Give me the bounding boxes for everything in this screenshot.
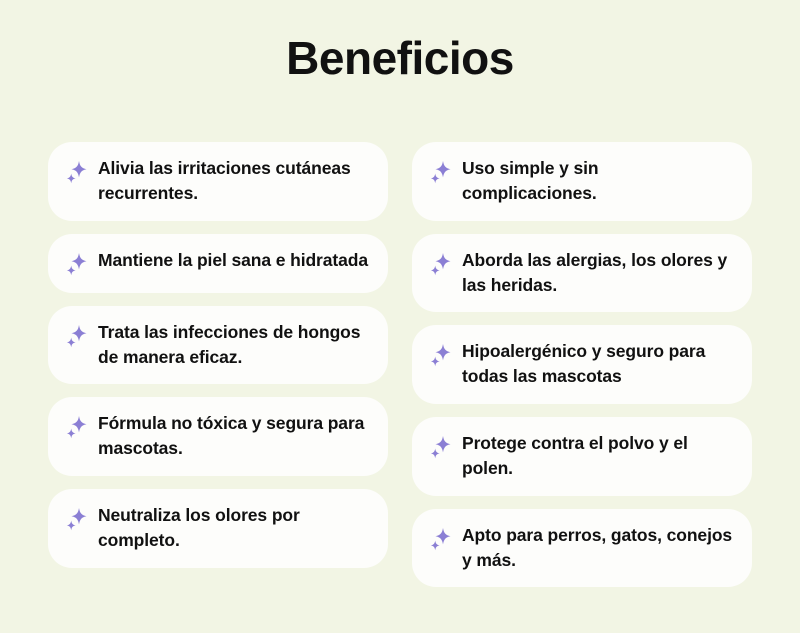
sparkle-icon <box>430 343 452 369</box>
benefit-text: Protege contra el polvo y el polen. <box>462 433 688 478</box>
benefit-item <box>48 234 388 293</box>
benefit-text: Trata las infecciones de hongos de manera eficaz. <box>98 321 361 367</box>
benefit-text: Alivia las irritaciones cutáneas recurrentes. <box>98 158 351 203</box>
benefit-item <box>412 142 752 221</box>
sparkle-icon <box>66 415 88 441</box>
sparkle-icon <box>66 324 88 350</box>
sparkle-icon <box>430 252 452 278</box>
benefit-text: Fórmula no tóxica y segura para mascotas. <box>98 413 365 459</box>
benefit-text: Hipoalergénico y seguro para todas las mascotas <box>462 341 706 387</box>
benefits-column-right <box>412 142 752 587</box>
benefit-item <box>48 142 388 221</box>
sparkle-icon <box>430 160 452 186</box>
benefit-item <box>48 306 388 385</box>
benefit-text: Mantiene la piel sana e hidratada <box>98 249 368 270</box>
benefits-column-left <box>48 142 388 587</box>
benefit-item <box>412 325 752 404</box>
benefit-item <box>48 489 388 568</box>
benefit-text: Uso simple y sin complicaciones. <box>462 158 599 203</box>
page-title: Beneficios <box>286 32 514 84</box>
sparkle-icon <box>430 435 452 461</box>
benefit-item <box>412 509 752 588</box>
benefit-item <box>412 417 752 496</box>
benefit-text: Apto para perros, gatos, conejos y más. <box>462 524 733 570</box>
sparkle-icon <box>66 252 88 278</box>
benefit-text: Neutraliza los olores por completo. <box>98 505 300 550</box>
sparkle-icon <box>66 160 88 186</box>
benefit-item <box>412 234 752 313</box>
sparkle-icon <box>430 527 452 553</box>
benefits-grid <box>48 142 752 587</box>
benefit-item <box>48 397 388 476</box>
sparkle-icon <box>66 507 88 533</box>
benefit-text: Aborda las alergias, los olores y las heridas. <box>462 249 728 295</box>
